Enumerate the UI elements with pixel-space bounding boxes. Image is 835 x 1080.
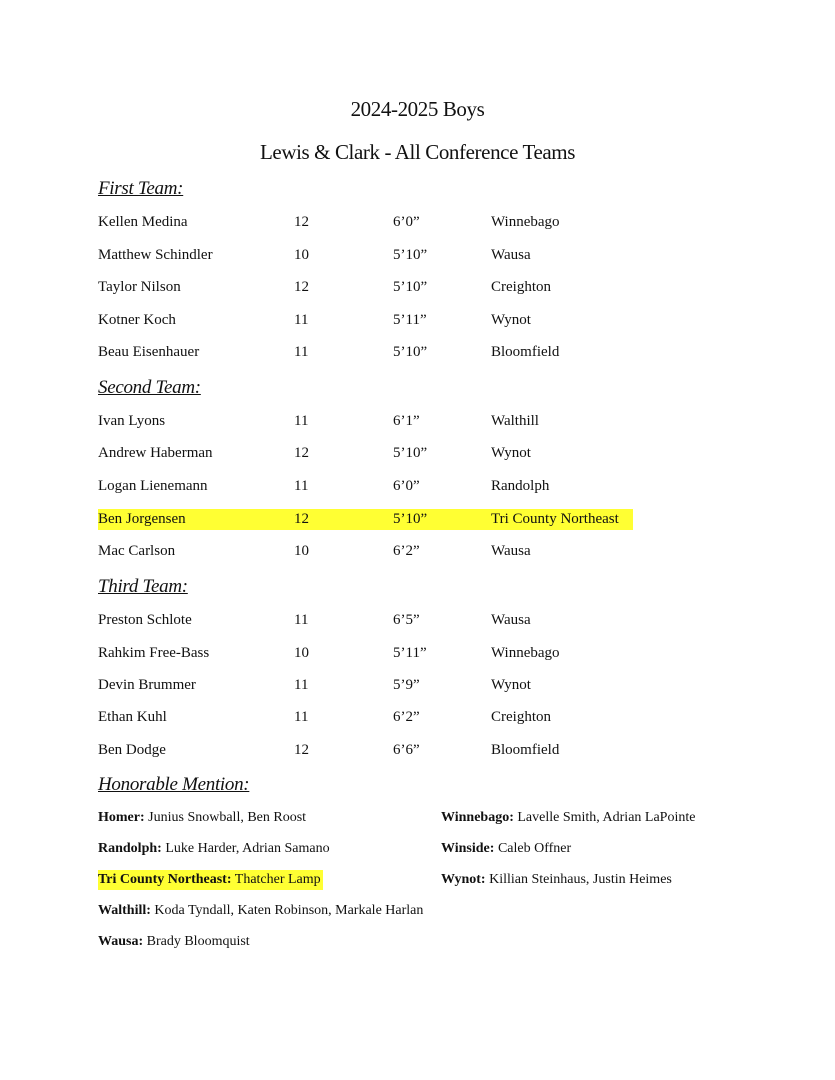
honorable-entry bbox=[98, 839, 330, 859]
hm-names: Koda Tyndall, Katen Robinson, Markale Harlan bbox=[150, 903, 424, 918]
hm-school: Wynot: bbox=[441, 872, 486, 887]
hm-names: Brady Bloomquist bbox=[143, 934, 250, 949]
hm-school: Homer: bbox=[98, 810, 145, 825]
player-school: Winnebago bbox=[491, 214, 560, 230]
player-height: 5’11” bbox=[393, 645, 427, 661]
player-height: 6’2” bbox=[393, 709, 420, 725]
player-height: 6’0” bbox=[393, 478, 420, 494]
player-grade: 12 bbox=[294, 214, 309, 230]
section-heading-third-team: Third Team: bbox=[98, 576, 188, 597]
player-name: Rahkim Free-Bass bbox=[98, 645, 210, 661]
player-school: Wausa bbox=[491, 247, 531, 263]
player-school: Wynot bbox=[491, 677, 531, 693]
player-name: Ivan Lyons bbox=[98, 413, 166, 429]
honorable-entry bbox=[98, 808, 306, 828]
honorable-entry bbox=[441, 870, 672, 890]
honorable-entry bbox=[441, 839, 571, 859]
hm-school: Wausa: bbox=[98, 934, 144, 949]
player-school: Winnebago bbox=[491, 645, 560, 661]
player-height: 5’11” bbox=[393, 312, 427, 328]
player-name: Beau Eisenhauer bbox=[98, 344, 200, 360]
player-school: Tri County Northeast bbox=[491, 511, 619, 527]
table-row-highlighted bbox=[98, 509, 633, 530]
player-school: Wausa bbox=[491, 543, 531, 559]
player-height: 6’0” bbox=[393, 214, 420, 230]
player-grade: 10 bbox=[294, 247, 309, 263]
hm-school: Winnebago: bbox=[441, 810, 514, 825]
player-school: Walthill bbox=[491, 413, 539, 429]
hm-school: Walthill: bbox=[98, 903, 151, 918]
honorable-entry-highlighted bbox=[98, 870, 323, 890]
player-height: 6’2” bbox=[393, 543, 420, 559]
player-grade: 10 bbox=[294, 645, 309, 661]
player-height: 5’9” bbox=[393, 677, 420, 693]
player-height: 5’10” bbox=[393, 247, 428, 263]
player-grade: 11 bbox=[294, 478, 309, 494]
hm-school: Randolph: bbox=[98, 841, 162, 856]
honorable-entry bbox=[98, 901, 423, 921]
player-grade: 11 bbox=[294, 709, 309, 725]
player-grade: 12 bbox=[294, 279, 309, 295]
player-school: Randolph bbox=[491, 478, 550, 494]
honorable-entry bbox=[98, 932, 250, 952]
player-grade: 12 bbox=[294, 511, 309, 527]
player-school: Creighton bbox=[491, 709, 551, 725]
honorable-entry bbox=[441, 808, 695, 828]
player-height: 5’10” bbox=[393, 344, 428, 360]
section-heading-honorable-mention: Honorable Mention: bbox=[98, 774, 250, 795]
section-heading-second-team: Second Team: bbox=[98, 377, 201, 398]
player-height: 6’5” bbox=[393, 612, 420, 628]
hm-names: Junius Snowball, Ben Roost bbox=[144, 810, 307, 825]
player-school: Creighton bbox=[491, 279, 551, 295]
hm-school: Tri County Northeast: bbox=[98, 872, 232, 887]
hm-names: Thatcher Lamp bbox=[231, 872, 321, 887]
player-name: Kellen Medina bbox=[98, 214, 188, 230]
player-school: Wynot bbox=[491, 445, 531, 461]
player-grade: 11 bbox=[294, 344, 309, 360]
player-grade: 12 bbox=[294, 445, 309, 461]
player-grade: 11 bbox=[294, 677, 309, 693]
player-name: Taylor Nilson bbox=[98, 279, 181, 295]
player-school: Bloomfield bbox=[491, 742, 560, 758]
hm-names: Lavelle Smith, Adrian LaPointe bbox=[513, 810, 696, 825]
player-grade: 11 bbox=[294, 413, 309, 429]
page-subtitle: Lewis & Clark - All Conference Teams bbox=[260, 140, 575, 164]
hm-names: Luke Harder, Adrian Samano bbox=[161, 841, 330, 856]
player-name: Ethan Kuhl bbox=[98, 709, 167, 725]
player-height: 5’10” bbox=[393, 445, 428, 461]
hm-school: Winside: bbox=[441, 841, 495, 856]
hm-names: Killian Steinhaus, Justin Heimes bbox=[485, 872, 672, 887]
player-name: Devin Brummer bbox=[98, 677, 196, 693]
player-school: Wausa bbox=[491, 612, 531, 628]
player-name: Logan Lienemann bbox=[98, 478, 208, 494]
player-height: 6’6” bbox=[393, 742, 420, 758]
player-name: Matthew Schindler bbox=[98, 247, 213, 263]
player-grade: 10 bbox=[294, 543, 309, 559]
player-height: 5’10” bbox=[393, 511, 428, 527]
player-name: Andrew Haberman bbox=[98, 445, 213, 461]
player-name: Mac Carlson bbox=[98, 543, 176, 559]
player-name: Kotner Koch bbox=[98, 312, 176, 328]
player-name: Ben Dodge bbox=[98, 742, 166, 758]
player-height: 6’1” bbox=[393, 413, 420, 429]
player-name: Preston Schlote bbox=[98, 612, 192, 628]
player-grade: 11 bbox=[294, 312, 309, 328]
player-name: Ben Jorgensen bbox=[98, 511, 186, 527]
player-height: 5’10” bbox=[393, 279, 428, 295]
section-heading-first-team: First Team: bbox=[98, 178, 184, 199]
player-grade: 12 bbox=[294, 742, 309, 758]
player-school: Wynot bbox=[491, 312, 531, 328]
hm-names: Caleb Offner bbox=[494, 841, 572, 856]
player-school: Bloomfield bbox=[491, 344, 560, 360]
player-grade: 11 bbox=[294, 612, 309, 628]
page-title: 2024-2025 Boys bbox=[350, 97, 485, 121]
